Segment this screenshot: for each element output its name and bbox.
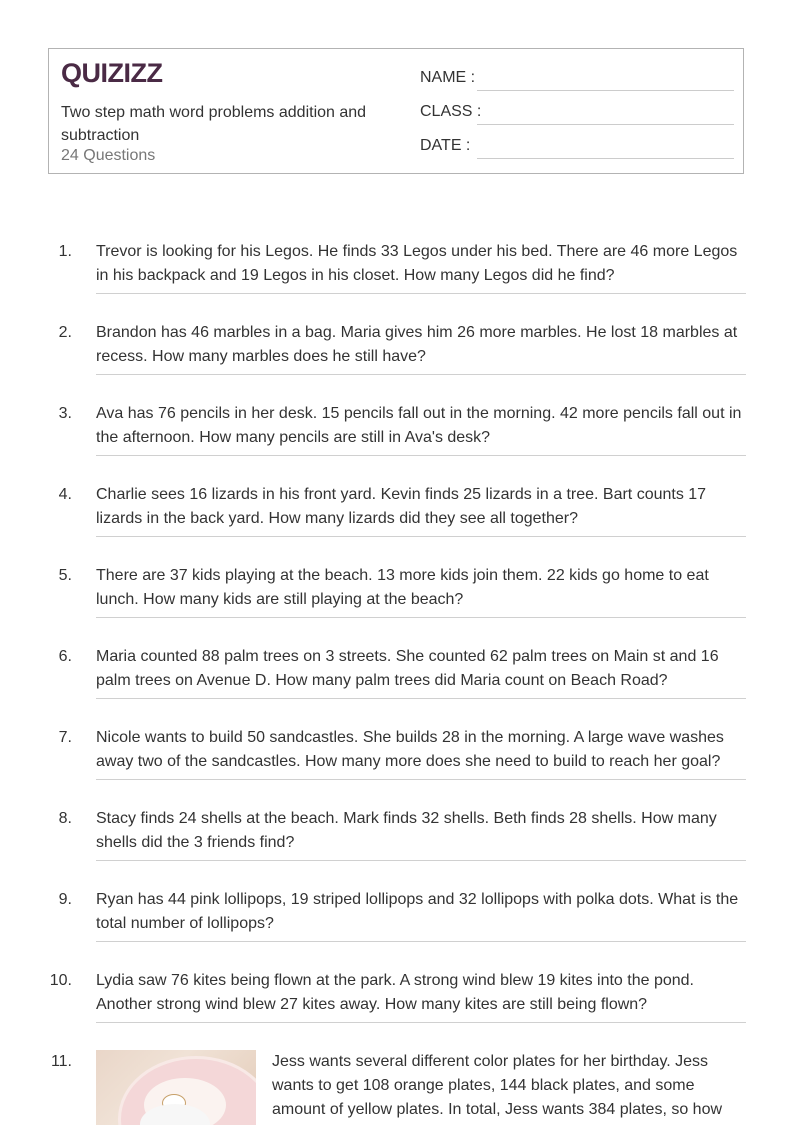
answer-line[interactable] [96,941,746,942]
question-text: Stacy finds 24 shells at the beach. Mark finds 32 shells. Beth finds 28 shells. How many shells did the 3 friends find? [96,810,717,851]
question-number: 7. [58,729,72,746]
answer-line[interactable] [96,536,746,537]
question-number: 6. [58,648,72,665]
answer-line[interactable] [96,860,746,861]
question-number: 11. [50,1053,72,1070]
question-text: Ava has 76 pencils in her desk. 15 pencils fall out in the morning. 42 more pencils fall out in the afternoon. How many pencils are still in Ava's desk? [96,405,742,446]
question-text: Jess wants several different color plates for her birthday. Jess wants to get 108 orange plates, 144 black plates, and some amount of yellow plates. In total, Jess wants 384 plates, so how [272,1053,723,1118]
question-text: Nicole wants to build 50 sandcastles. She builds 28 in the morning. A large wave washes away two of the sandcastles. How many more does she need to build to reach her goal? [96,729,724,770]
answer-line[interactable] [96,293,746,294]
name-label: NAME : [420,69,476,86]
worksheet-header [48,48,744,174]
question-number: 3. [58,405,72,422]
date-field[interactable] [420,135,734,157]
question-count: 24 Questions [61,147,156,164]
question-number: 9. [58,891,72,908]
question-number: 5. [58,567,72,584]
answer-line[interactable] [96,779,746,780]
name-field[interactable] [420,67,734,89]
question-text: Brandon has 46 marbles in a bag. Maria gives him 26 more marbles. He lost 18 marbles at recess. How many marbles does he still have? [96,324,738,365]
question-text: Lydia saw 76 kites being flown at the park. A strong wind blew 19 kites into the pond. Another strong wind blew 27 kites away. How many kites are still being flown? [96,972,694,1013]
class-field[interactable] [420,101,734,123]
question-number: 2. [58,324,72,341]
quizizz-logo: QUIZIZZ [61,58,163,88]
question-text: There are 37 kids playing at the beach. 13 more kids join them. 22 kids go home to eat lunch. How many kids are still playing at the beach? [96,567,709,608]
question-number: 10. [49,972,72,989]
class-label: CLASS : [420,103,482,120]
answer-line[interactable] [96,1022,746,1023]
worksheet-title: Two step math word problems addition and subtraction [61,104,367,144]
name-line[interactable] [477,90,734,91]
question-text: Ryan has 44 pink lollipops, 19 striped lollipops and 32 lollipops with polka dots. What is the total number of lollipops? [96,891,739,932]
question-number: 8. [58,810,72,827]
question-text: Charlie sees 16 lizards in his front yard. Kevin finds 25 lizards in a tree. Bart counts 17 lizards in the back yard. How many lizards did they see all together? [96,486,707,527]
answer-line[interactable] [96,374,746,375]
question-number: 1. [58,243,72,260]
plates-photo [96,1050,256,1125]
question-11 [48,1050,746,1123]
class-line[interactable] [477,124,734,125]
question-text: Maria counted 88 palm trees on 3 streets. She counted 62 palm trees on Main st and 16 palm trees on Avenue D. How many palm trees did Maria count on Beach Road? [96,648,719,689]
answer-line[interactable] [96,617,746,618]
question-number: 4. [58,486,72,503]
date-label: DATE : [420,137,471,154]
date-line[interactable] [477,158,734,159]
answer-line[interactable] [96,455,746,456]
question-text: Trevor is looking for his Legos. He finds 33 Legos under his bed. There are 46 more Legos in his backpack and 19 Legos in his closet. How many Legos did he find? [96,243,738,284]
answer-line[interactable] [96,698,746,699]
